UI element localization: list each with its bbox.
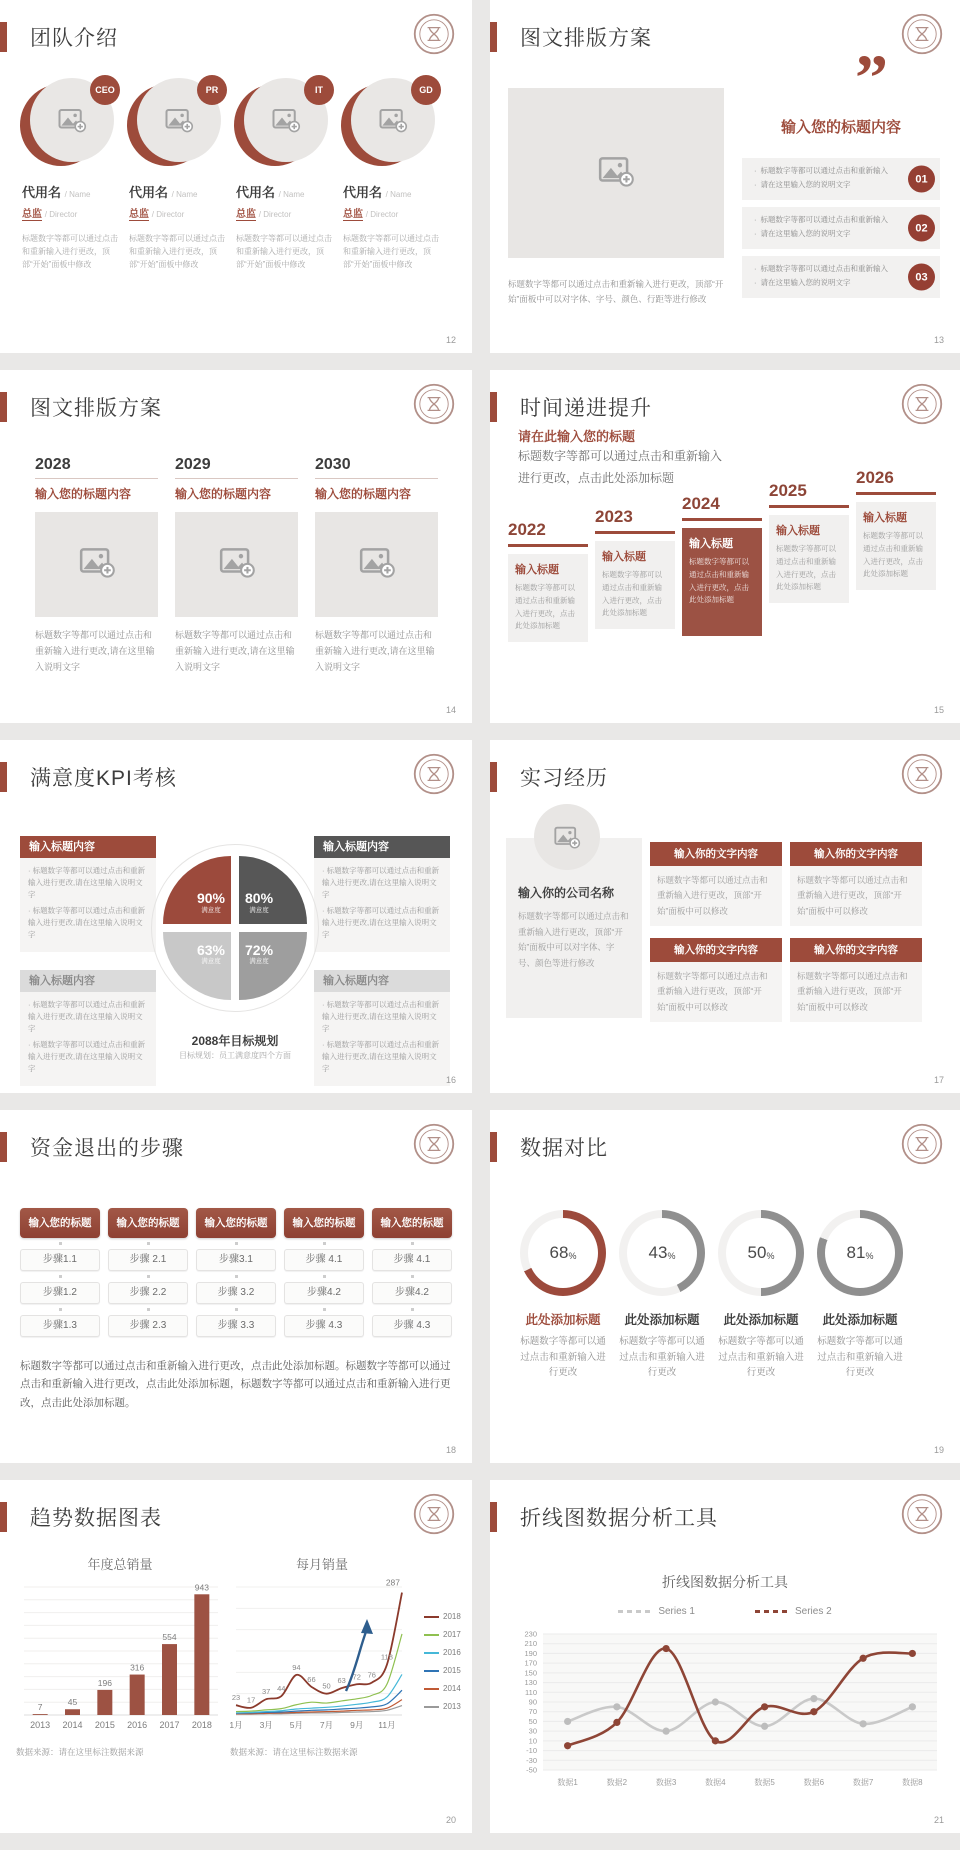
slide-title: 数据对比 — [520, 1137, 608, 1160]
svg-text:210: 210 — [524, 1639, 537, 1649]
svg-text:3月: 3月 — [259, 1720, 273, 1730]
team-member — [22, 78, 122, 280]
trend-legend-item: 2016 — [424, 1648, 461, 1657]
svg-text:230: 230 — [524, 1629, 537, 1639]
monthly-sales-line-chart — [230, 1575, 414, 1737]
page-number: 16 — [445, 1075, 456, 1085]
chart-title: 每月销量 — [295, 1557, 348, 1572]
svg-text:数据3: 数据3 — [655, 1778, 677, 1787]
svg-text:316: 316 — [130, 1662, 145, 1673]
image-placeholder-icon — [78, 543, 116, 586]
svg-text:50: 50 — [322, 1681, 331, 1691]
svg-text:70: 70 — [528, 1707, 537, 1717]
slide-title: 时间递进提升 — [520, 397, 652, 420]
slide-line-analysis — [490, 1480, 960, 1833]
trend-legend-item: 2018 — [424, 1612, 461, 1621]
legend-swatch — [424, 1634, 439, 1636]
slide-trend-charts — [0, 1480, 472, 1833]
seal-logo-icon — [900, 1122, 944, 1166]
kpi-box: 输入标题内容 · 标题数字等都可以通过点击和重新输入进行更改,请在这里输入说明文字 · 标题数字等都可以通过点击和重新输入进行更改,请在这里输入说明文字 — [20, 970, 156, 1086]
title-accent-bar — [490, 22, 497, 52]
title-accent-bar — [490, 762, 497, 792]
text-block: 输入你的文字内容 标题数字等都可以通过点击和重新输入进行更改，顶部“开始”面板中可以修改 — [650, 842, 782, 926]
slide-title: 团队介绍 — [30, 27, 118, 50]
svg-text:2017: 2017 — [159, 1720, 180, 1730]
image-placeholder-icon — [358, 543, 396, 586]
quote-icon: ” — [855, 42, 888, 115]
title-accent-bar — [0, 762, 7, 792]
timeline-card: 输入标题 标题数字等都可以通过点击和重新输入进行更改，点击此处添加标题 — [508, 554, 588, 642]
legend-swatch — [618, 1610, 652, 1613]
slide-title: 资金退出的步骤 — [30, 1137, 184, 1160]
timeline-year: 2025 — [769, 481, 849, 508]
svg-text:-50: -50 — [526, 1765, 537, 1775]
member-desc: 标题数字等都可以通过点击和重新输入进行更改，顶部“开始”面板中修改 — [343, 234, 439, 270]
step-box: 步骤 3.2 — [196, 1282, 276, 1304]
slide-data-compare — [490, 1110, 960, 1463]
column-desc: 标题数字等都可以通过点击和重新输入进行更改,请在这里输入说明文字 — [35, 630, 155, 673]
member-name: 代用名 / Name — [236, 185, 305, 200]
avatar — [351, 78, 435, 162]
member-name: 代用名 / Name — [22, 185, 91, 200]
kpi-pie-chart — [163, 856, 307, 1000]
svg-text:130: 130 — [524, 1678, 537, 1688]
seal-logo-icon — [412, 752, 456, 796]
team-member — [343, 78, 443, 280]
step-column: 输入您的标题 步骤 2.1 步骤 2.2 步骤 2.3 — [108, 1208, 188, 1337]
page-number: 12 — [445, 335, 456, 345]
text-block: 输入你的文字内容 标题数字等都可以通过点击和重新输入进行更改，顶部“开始”面板中可以修改 — [790, 938, 922, 1022]
line-chart-panel — [230, 1554, 414, 1758]
step-box: 步骤 4.1 — [372, 1249, 452, 1271]
page-number: 15 — [933, 705, 944, 715]
pie-quadrant: 90% 满意度 — [163, 856, 231, 924]
stat-desc: 标题数字等都可以通过点击和重新输入进行更改 — [619, 1336, 705, 1379]
image-caption: 标题数字等都可以通过点击和重新输入进行更改，顶部“开始”面板中可以对字体、字号、颜色、行距等进行修改 — [508, 278, 724, 304]
number-badge: 02 — [908, 215, 935, 242]
seal-logo-icon — [900, 12, 944, 56]
slide-title: 实习经历 — [520, 767, 608, 790]
role-badge: GD — [411, 75, 441, 105]
step-box: 步骤4.2 — [372, 1282, 452, 1304]
column-desc: 标题数字等都可以通过点击和重新输入进行更改,请在这里输入说明文字 — [315, 630, 435, 673]
donut-stat — [813, 1210, 907, 1381]
member-name: 代用名 / Name — [129, 185, 198, 200]
chart-title: 折线图数据分析工具 — [662, 1574, 788, 1590]
bullet: · 标题数字等都可以通过点击和重新输入 — [754, 262, 900, 276]
legend-item: Series 1 — [618, 1606, 695, 1617]
page-number: 17 — [933, 1075, 944, 1085]
svg-text:44: 44 — [277, 1684, 286, 1694]
svg-text:数据8: 数据8 — [902, 1778, 923, 1787]
timeline-card: 输入标题 标题数字等都可以通过点击和重新输入进行更改，点击此处添加标题 — [856, 502, 936, 590]
slide-team-intro — [0, 0, 472, 353]
svg-text:943: 943 — [194, 1582, 209, 1593]
stat-heading: 此处添加标题 — [624, 1313, 700, 1327]
text-block: 输入你的文字内容 标题数字等都可以通过点击和重新输入进行更改，顶部“开始”面板中可以修改 — [650, 938, 782, 1022]
avatar — [30, 78, 114, 162]
svg-text:数据7: 数据7 — [852, 1778, 874, 1787]
kpi-box: 输入标题内容 · 标题数字等都可以通过点击和重新输入进行更改,请在这里输入说明文字 · 标题数字等都可以通过点击和重新输入进行更改,请在这里输入说明文字 — [20, 836, 156, 952]
timeline-item — [769, 481, 849, 603]
svg-text:7: 7 — [37, 1702, 43, 1713]
column-subtitle: 输入您的标题内容 — [175, 487, 272, 501]
slide-steps — [0, 1110, 472, 1463]
page-number: 13 — [933, 335, 944, 345]
section-heading: 输入您的标题内容 — [780, 119, 901, 136]
year-label: 2030 — [315, 456, 438, 479]
trend-legend-item: 2017 — [424, 1630, 461, 1639]
slide-pic-layout-years — [0, 370, 472, 723]
title-accent-bar — [490, 1132, 497, 1162]
svg-text:-10: -10 — [526, 1746, 537, 1756]
slide-title: 满意度KPI考核 — [30, 767, 177, 790]
image-placeholder — [175, 512, 298, 617]
stat-desc: 标题数字等都可以通过点击和重新输入进行更改 — [718, 1336, 804, 1379]
member-desc: 标题数字等都可以通过点击和重新输入进行更改，顶部“开始”面板中修改 — [236, 234, 332, 270]
kpi-box: 输入标题内容 · 标题数字等都可以通过点击和重新输入进行更改,请在这里输入说明文字 · 标题数字等都可以通过点击和重新输入进行更改,请在这里输入说明文字 — [314, 836, 450, 952]
svg-text:554: 554 — [162, 1632, 177, 1643]
bullet: · 标题数字等都可以通过点击和重新输入 — [754, 213, 900, 227]
svg-text:170: 170 — [524, 1658, 537, 1668]
legend-swatch — [424, 1688, 439, 1690]
stat-heading: 此处添加标题 — [525, 1313, 601, 1327]
svg-text:2016: 2016 — [127, 1720, 148, 1730]
slide-title: 折线图数据分析工具 — [520, 1507, 718, 1530]
year-label: 2029 — [175, 456, 298, 479]
svg-text:110: 110 — [525, 1687, 537, 1697]
step-column: 输入您的标题 步骤 4.1 步骤4.2 步骤 4.3 — [372, 1208, 452, 1337]
timeline-item — [508, 520, 588, 642]
year-column — [175, 456, 298, 685]
svg-text:63: 63 — [337, 1676, 346, 1686]
seal-logo-icon — [412, 12, 456, 56]
year-column — [315, 456, 438, 685]
svg-text:1月: 1月 — [230, 1720, 243, 1730]
step-box: 步骤1.1 — [20, 1249, 100, 1271]
member-role: 总监 / Director — [236, 209, 292, 220]
timeline-year: 2023 — [595, 507, 675, 534]
company-name: 输入你的公司名称 — [518, 886, 615, 900]
timeline-card: 输入标题 标题数字等都可以通过点击和重新输入进行更改，点击此处添加标题 — [769, 515, 849, 603]
page-number: 18 — [445, 1445, 456, 1455]
step-column: 输入您的标题 步骤1.1 步骤1.2 步骤1.3 — [20, 1208, 100, 1337]
slide-internship — [490, 740, 960, 1093]
legend-item: Series 2 — [755, 1606, 832, 1617]
image-placeholder-icon — [597, 152, 635, 195]
chart-source: 数据来源：请在这里标注数据来源 — [230, 1747, 358, 1757]
intro-text: 标题数字等都可以通过点击和重新输入 进行更改，点击此处添加标题 — [518, 449, 723, 485]
column-subtitle: 输入您的标题内容 — [315, 487, 412, 501]
avatar — [244, 78, 328, 162]
svg-text:2015: 2015 — [94, 1720, 115, 1730]
donut-chart: 43 % — [619, 1210, 705, 1296]
stat-heading: 此处添加标题 — [822, 1313, 898, 1327]
page-number: 20 — [445, 1815, 456, 1825]
lead-heading: 请在此输入您的标题 — [518, 429, 636, 444]
member-desc: 标题数字等都可以通过点击和重新输入进行更改，顶部“开始”面板中修改 — [129, 234, 225, 270]
timeline-item — [856, 468, 936, 590]
svg-text:76: 76 — [367, 1670, 376, 1680]
trend-legend-item: 2015 — [424, 1666, 461, 1675]
column-desc: 标题数字等都可以通过点击和重新输入进行更改,请在这里输入说明文字 — [175, 630, 295, 673]
svg-text:37: 37 — [262, 1687, 271, 1697]
bullet: · 请在这里输入您的说明文字 — [754, 276, 900, 290]
trend-legend-item: 2014 — [424, 1684, 461, 1693]
member-role: 总监 / Director — [22, 209, 78, 220]
step-box: 步骤1.3 — [20, 1315, 100, 1337]
donut-chart: 81 % — [817, 1210, 903, 1296]
pie-quadrant: 72% 满意度 — [239, 932, 307, 1000]
svg-text:45: 45 — [67, 1697, 78, 1708]
stat-desc: 标题数字等都可以通过点击和重新输入进行更改 — [817, 1336, 903, 1379]
timeline-year: 2026 — [856, 468, 936, 495]
year-label: 2028 — [35, 456, 158, 479]
svg-text:数据2: 数据2 — [606, 1778, 628, 1787]
seal-logo-icon — [412, 382, 456, 426]
text-block: 输入你的文字内容 标题数字等都可以通过点击和重新输入进行更改，顶部“开始”面板中可以修改 — [790, 842, 922, 926]
trend-legend-item: 2013 — [424, 1702, 461, 1711]
slide-title: 趋势数据图表 — [30, 1507, 162, 1530]
donut-chart: 50 % — [718, 1210, 804, 1296]
avatar — [137, 78, 221, 162]
title-accent-bar — [0, 1132, 7, 1162]
svg-text:9月: 9月 — [350, 1720, 364, 1730]
legend-swatch — [755, 1610, 789, 1613]
annual-sales-bar-chart — [16, 1575, 224, 1737]
donut-stat — [714, 1210, 808, 1381]
seal-logo-icon — [412, 1492, 456, 1536]
step-column: 输入您的标题 步骤3.1 步骤 3.2 步骤 3.3 — [196, 1208, 276, 1337]
step-box: 步骤 4.3 — [284, 1315, 364, 1337]
kpi-box: 输入标题内容 · 标题数字等都可以通过点击和重新输入进行更改,请在这里输入说明文字 · 标题数字等都可以通过点击和重新输入进行更改,请在这里输入说明文字 — [314, 970, 450, 1086]
svg-text:数据6: 数据6 — [803, 1778, 825, 1787]
svg-text:196: 196 — [97, 1677, 112, 1688]
slide-kpi — [0, 740, 472, 1093]
step-box: 步骤 2.2 — [108, 1282, 188, 1304]
svg-text:2013: 2013 — [30, 1720, 51, 1730]
svg-text:数据4: 数据4 — [705, 1778, 726, 1787]
bullet: · 请在这里输入您的说明文字 — [754, 227, 900, 241]
list-item — [742, 207, 940, 249]
legend-swatch — [424, 1670, 439, 1672]
company-desc: 标题数字等都可以通过点击和重新输入进行更改，顶部“开始”面板中可以对字体、字号、颜色等进行修改 — [518, 911, 629, 969]
pie-caption: 2088年目标规划 — [191, 1034, 279, 1048]
seal-logo-icon — [900, 752, 944, 796]
step-box: 步骤 4.3 — [372, 1315, 452, 1337]
svg-text:72: 72 — [352, 1672, 361, 1682]
timeline-item — [595, 507, 675, 629]
bar-chart-panel — [16, 1554, 224, 1758]
svg-text:150: 150 — [524, 1668, 537, 1678]
image-placeholder-icon — [534, 804, 600, 870]
role-badge: PR — [197, 75, 227, 105]
slide-pic-layout — [490, 0, 960, 353]
svg-text:90: 90 — [528, 1697, 537, 1707]
team-member — [236, 78, 336, 280]
svg-text:66: 66 — [307, 1674, 316, 1684]
svg-text:2018: 2018 — [191, 1720, 212, 1730]
chart-title: 年度总销量 — [87, 1557, 153, 1572]
column-subtitle: 输入您的标题内容 — [35, 487, 132, 501]
timeline-card: 输入标题 标题数字等都可以通过点击和重新输入进行更改，点击此处添加标题 — [682, 528, 762, 636]
image-placeholder — [35, 512, 158, 617]
svg-text:23: 23 — [231, 1693, 241, 1703]
seal-logo-icon — [900, 382, 944, 426]
title-accent-bar — [0, 1502, 7, 1532]
timeline-item-highlight — [682, 494, 762, 636]
member-name: 代用名 / Name — [343, 185, 412, 200]
svg-text:30: 30 — [528, 1726, 537, 1736]
svg-text:10: 10 — [528, 1736, 537, 1746]
bullet: · 请在这里输入您的说明文字 — [754, 178, 900, 192]
image-placeholder — [508, 88, 724, 258]
svg-text:11月: 11月 — [378, 1720, 396, 1730]
svg-text:17: 17 — [246, 1695, 256, 1705]
svg-text:2014: 2014 — [62, 1720, 83, 1730]
step-column: 输入您的标题 步骤 4.1 步骤4.2 步骤 4.3 — [284, 1208, 364, 1337]
legend-swatch — [424, 1616, 439, 1618]
body-paragraph: 标题数字等都可以通过点击和重新输入进行更改，点击此处添加标题。标题数字等都可以通过点击和重新输入进行更改，点击此处添加标题，标题数字等都可以通过点击和重新输入进行更改，点击此处添加标题。 — [20, 1359, 451, 1410]
step-box: 步骤 4.1 — [284, 1249, 364, 1271]
step-box: 步骤 2.3 — [108, 1315, 188, 1337]
legend-swatch — [424, 1706, 439, 1708]
pie-quadrant: 63% 满意度 — [163, 932, 231, 1000]
step-box: 步骤 3.3 — [196, 1315, 276, 1337]
page-number: 21 — [933, 1815, 944, 1825]
svg-text:5月: 5月 — [289, 1720, 303, 1730]
image-placeholder — [315, 512, 438, 617]
team-member — [129, 78, 229, 280]
svg-text:287: 287 — [385, 1577, 400, 1588]
slide-timeline — [490, 370, 960, 723]
svg-text:94: 94 — [292, 1662, 301, 1672]
title-accent-bar — [0, 22, 7, 52]
page-number: 14 — [445, 705, 456, 715]
year-column — [35, 456, 158, 685]
chart-legend — [424, 1612, 461, 1720]
chart-source: 数据来源：请在这里标注数据来源 — [16, 1747, 144, 1757]
slide-title: 图文排版方案 — [30, 397, 162, 420]
stat-heading: 此处添加标题 — [723, 1313, 799, 1327]
step-box: 步骤 2.1 — [108, 1249, 188, 1271]
svg-text:数据5: 数据5 — [754, 1778, 775, 1787]
series-line-chart — [505, 1628, 945, 1800]
title-accent-bar — [490, 1502, 497, 1532]
seal-logo-icon — [412, 1122, 456, 1166]
bullet: · 标题数字等都可以通过点击和重新输入 — [754, 164, 900, 178]
pie-quadrant: 80% 满意度 — [239, 856, 307, 924]
svg-text:-30: -30 — [526, 1755, 537, 1765]
step-box: 步骤4.2 — [284, 1282, 364, 1304]
member-role: 总监 / Director — [129, 209, 185, 220]
number-badge: 03 — [908, 264, 935, 291]
role-badge: CEO — [90, 75, 120, 105]
page-number: 19 — [933, 1445, 944, 1455]
number-badge: 01 — [908, 166, 935, 193]
svg-text:190: 190 — [524, 1648, 537, 1658]
title-accent-bar — [490, 392, 497, 422]
legend-swatch — [424, 1652, 439, 1654]
stat-desc: 标题数字等都可以通过点击和重新输入进行更改 — [520, 1336, 606, 1379]
pie-caption-sub: 目标规划：员工满意度四个方面 — [179, 1051, 291, 1060]
donut-stat — [516, 1210, 610, 1381]
svg-text:数据1: 数据1 — [557, 1778, 578, 1787]
timeline-year: 2022 — [508, 520, 588, 547]
title-accent-bar — [0, 392, 7, 422]
timeline-card: 输入标题 标题数字等都可以通过点击和重新输入进行更改，点击此处添加标题 — [595, 541, 675, 629]
svg-text:50: 50 — [528, 1716, 537, 1726]
list-item — [742, 256, 940, 298]
seal-logo-icon — [900, 1492, 944, 1536]
chart-legend — [490, 1606, 960, 1617]
list-item — [742, 158, 940, 200]
role-badge: IT — [304, 75, 334, 105]
image-placeholder-icon — [218, 543, 256, 586]
step-box: 步骤1.2 — [20, 1282, 100, 1304]
svg-text:7月: 7月 — [319, 1720, 334, 1730]
member-role: 总监 / Director — [343, 209, 399, 220]
svg-text:118: 118 — [380, 1652, 393, 1662]
timeline-year: 2024 — [682, 494, 762, 521]
donut-chart: 68 % — [520, 1210, 606, 1296]
slide-title: 图文排版方案 — [520, 27, 652, 50]
donut-stat — [615, 1210, 709, 1381]
step-box: 步骤3.1 — [196, 1249, 276, 1271]
member-desc: 标题数字等都可以通过点击和重新输入进行更改，顶部“开始”面板中修改 — [22, 234, 118, 270]
